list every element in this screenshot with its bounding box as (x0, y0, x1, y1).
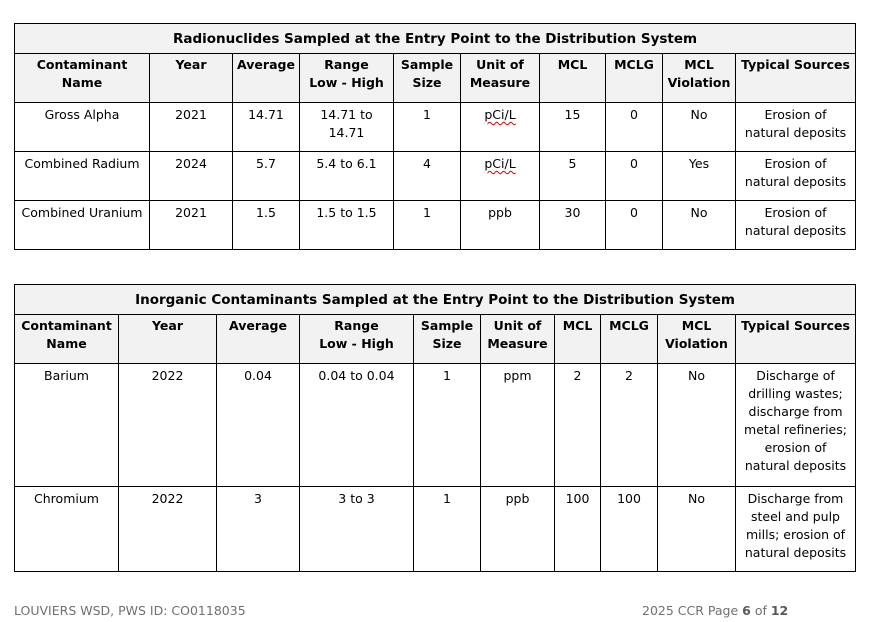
cell-sources: Discharge from steel and pulp mills; erosion of natural deposits (736, 487, 856, 572)
cell-unit: ppb (481, 487, 555, 572)
col-header-average: Average (217, 315, 300, 364)
cell-average: 14.71 (233, 103, 300, 152)
cell-sample-size: 1 (414, 487, 481, 572)
col-header-range: Range Low - High (300, 54, 394, 103)
cell-year: 2021 (150, 201, 233, 250)
cell-name: Barium (15, 364, 119, 487)
cell-average: 3 (217, 487, 300, 572)
cell-mclg: 2 (601, 364, 658, 487)
cell-name: Combined Radium (15, 152, 150, 201)
cell-sources: Erosion of natural deposits (736, 201, 856, 250)
col-header-unit: Unit of Measure (461, 54, 540, 103)
cell-year: 2022 (119, 487, 217, 572)
cell-year: 2024 (150, 152, 233, 201)
cell-range: 3 to 3 (300, 487, 414, 572)
cell-name: Gross Alpha (15, 103, 150, 152)
col-header-violation: MCL Violation (658, 315, 736, 364)
cell-violation: Yes (663, 152, 736, 201)
cell-sample-size: 1 (394, 201, 461, 250)
radionuclides-table (14, 23, 856, 250)
col-header-name: Contaminant Name (15, 315, 119, 364)
footer-page-number: 2025 CCR Page 6 of 12 (642, 603, 789, 618)
cell-average: 1.5 (233, 201, 300, 250)
table-row (15, 152, 856, 201)
col-header-range: Range Low - High (300, 315, 414, 364)
cell-year: 2021 (150, 103, 233, 152)
col-header-mclg: MCLG (606, 54, 663, 103)
cell-range: 14.71 to 14.71 (300, 103, 394, 152)
cell-mclg: 0 (606, 152, 663, 201)
cell-range: 1.5 to 1.5 (300, 201, 394, 250)
table-row (15, 103, 856, 152)
cell-unit: ppb (461, 201, 540, 250)
cell-sample-size: 1 (414, 364, 481, 487)
cell-mclg: 0 (606, 103, 663, 152)
cell-unit: pCi/L (461, 152, 540, 201)
cell-mcl: 30 (540, 201, 606, 250)
col-header-name: Contaminant Name (15, 54, 150, 103)
cell-mcl: 5 (540, 152, 606, 201)
cell-mclg: 0 (606, 201, 663, 250)
col-header-sample-size: Sample Size (414, 315, 481, 364)
cell-range: 5.4 to 6.1 (300, 152, 394, 201)
cell-violation: No (663, 201, 736, 250)
cell-mcl: 100 (555, 487, 601, 572)
table-row (15, 487, 856, 572)
cell-sources: Discharge of drilling wastes; discharge from metal refineries; erosion of natural deposits (736, 364, 856, 487)
col-header-sources: Typical Sources (736, 315, 856, 364)
cell-violation: No (658, 487, 736, 572)
table-row (15, 201, 856, 250)
col-header-violation: MCL Violation (663, 54, 736, 103)
col-header-mclg: MCLG (601, 315, 658, 364)
cell-range: 0.04 to 0.04 (300, 364, 414, 487)
cell-name: Combined Uranium (15, 201, 150, 250)
table-title: Inorganic Contaminants Sampled at the Entry Point to the Distribution System (15, 285, 856, 315)
cell-mcl: 2 (555, 364, 601, 487)
table-row (15, 364, 856, 487)
col-header-unit: Unit of Measure (481, 315, 555, 364)
col-header-year: Year (119, 315, 217, 364)
footer-system-id: LOUVIERS WSD, PWS ID: CO0118035 (14, 603, 246, 618)
col-header-year: Year (150, 54, 233, 103)
cell-sources: Erosion of natural deposits (736, 152, 856, 201)
table-title: Radionuclides Sampled at the Entry Point to the Distribution System (15, 24, 856, 54)
col-header-sample-size: Sample Size (394, 54, 461, 103)
col-header-average: Average (233, 54, 300, 103)
cell-average: 0.04 (217, 364, 300, 487)
cell-average: 5.7 (233, 152, 300, 201)
cell-mcl: 15 (540, 103, 606, 152)
col-header-sources: Typical Sources (736, 54, 856, 103)
inorganic-table (14, 284, 856, 572)
cell-name: Chromium (15, 487, 119, 572)
col-header-mcl: MCL (555, 315, 601, 364)
cell-violation: No (663, 103, 736, 152)
cell-mclg: 100 (601, 487, 658, 572)
cell-sample-size: 1 (394, 103, 461, 152)
cell-unit: ppm (481, 364, 555, 487)
cell-sources: Erosion of natural deposits (736, 103, 856, 152)
cell-year: 2022 (119, 364, 217, 487)
col-header-mcl: MCL (540, 54, 606, 103)
cell-sample-size: 4 (394, 152, 461, 201)
cell-unit: pCi/L (461, 103, 540, 152)
cell-violation: No (658, 364, 736, 487)
